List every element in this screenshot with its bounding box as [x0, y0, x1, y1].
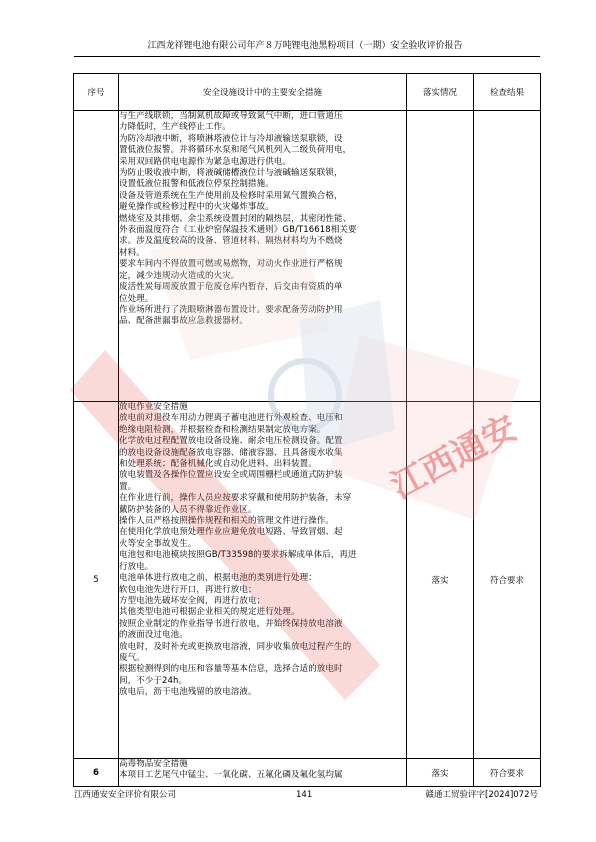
measure-line: 在使用化学放电预处理作业应避免放电短路、导致冒烟、起 — [119, 527, 343, 538]
measure-line: 软包电池先进行开口，再进行放电； — [119, 584, 257, 595]
measure-line: 和处理系统；配备机械化或自动化进料、出料装置。 — [119, 459, 317, 470]
table-row — [74, 111, 541, 402]
row-no-cell: 6 — [74, 759, 119, 787]
measure-line: 设备及管道系统在生产使用前及检修时采用氮气置换合格， — [119, 190, 343, 201]
measure-line: 化学放电过程配置放电设备设施、耐余电压检测设备。配置 — [119, 436, 343, 447]
measure-line: 其他类型电池可根据企业相关的规定进行处理。 — [119, 607, 300, 618]
measure-line: 戴防护装备的人员不得靠近作业区。 — [119, 504, 257, 515]
measure-line: 品、配备泄漏事故应急救援器材。 — [119, 316, 249, 327]
measure-line: 设置低液位报警和低液位停泵控制措施。 — [119, 179, 274, 190]
table-row — [74, 402, 541, 759]
measure-line: 置低液位报警。并将循环水泵和尾气风机列入二级负荷用电， — [119, 145, 352, 156]
measure-line: 按照企业制定的作业指导书进行放电，并始终保持放电溶液 — [119, 618, 343, 629]
watermark-text: 江西通安 — [384, 407, 524, 508]
measures-cell — [119, 759, 407, 787]
measure-line: 火等安全事故发生。 — [119, 538, 197, 549]
table-header-row — [74, 74, 541, 111]
measure-line: 放电作业安全措施 — [119, 402, 188, 412]
measure-line: 求。涉及温度较高的设备、管道材料、隔热材料均为不燃烧 — [119, 236, 343, 247]
measure-line: 材料。 — [119, 247, 145, 258]
footer-company: 江西通安安全评价有限公司 — [74, 790, 177, 800]
col-header-status: 落实情况 — [407, 74, 474, 111]
header-rule — [74, 56, 540, 57]
table-row — [74, 759, 541, 787]
measure-line: 力降低时，生产线停止工作。 — [119, 122, 231, 133]
col-header-result: 检查结果 — [474, 74, 541, 111]
measure-line: 的放电设备设施配备放电容器、储液容器、且具备废水收集 — [119, 447, 343, 458]
status-cell: 落实 — [407, 402, 474, 759]
measures-cell — [119, 111, 407, 402]
measure-line: 在作业进行前，操作人员应按要求穿戴和使用防护装备，未穿 — [119, 493, 352, 504]
status-cell — [407, 111, 474, 402]
result-cell — [474, 111, 541, 402]
measure-line: 定，减少违规动火造成的火灾。 — [119, 270, 240, 281]
measure-line: 外表面温度符合《工业炉窑保温技术通则》GB/T16618相关要 — [119, 225, 357, 236]
measure-line: 要求车间内不得放置可燃或易燃物，对动火作业进行严格规 — [119, 259, 343, 270]
footer-doc-number: 赣通工贸验评字[2024]072号 — [425, 790, 538, 800]
measure-line: 放电时，及时补充或更换放电溶液，同步收集放电过程产生的 — [119, 641, 352, 652]
result-cell: 符合要求 — [474, 402, 541, 759]
measure-line: 采用双回路供电电源作为紧急电源进行供电。 — [119, 156, 292, 167]
row-no-cell: 5 — [74, 402, 119, 759]
measure-line: 间，不少于24h。 — [119, 675, 188, 686]
measure-line: 的液面没过电池。 — [119, 630, 188, 641]
col-header-measures: 安全设施设计中的主要安全措施 — [119, 74, 407, 111]
measure-line: 避免操作或检修过程中的火灾爆炸事故。 — [119, 202, 274, 213]
page-header: 江西龙祥锂电池有限公司年产８万吨锂电池黑粉项目（一期）安全验收评价报告 — [147, 41, 463, 51]
measure-line: 放电装置及各操作位置应设安全或周围栅栏或通道式防护装 — [119, 470, 343, 481]
result-cell: 符合要求 — [474, 759, 541, 787]
measure-line: 与生产线联锁，当制氮机故障或导致氮气中断，进口管道压 — [119, 111, 343, 121]
col-header-no: 序号 — [74, 74, 119, 111]
measure-line: 放电后，沥干电池残留的放电溶液。 — [119, 687, 257, 698]
measure-line: 高毒物品安全措施 — [119, 759, 188, 769]
measure-line: 放电前对退役车用动力锂离子蓄电池进行外观检查、电压和 — [119, 413, 343, 424]
measure-line: 方型电池先破坏安全阀，再进行放电； — [119, 595, 266, 606]
measure-line: 根据检测得到的电压和容量等基本信息，选择合适的放电时 — [119, 664, 343, 675]
measure-line: 置。 — [119, 481, 137, 492]
measure-line: 为防止吸收液中断，将液碱储槽液位计与液碱输送泵联锁， — [119, 168, 343, 179]
status-cell: 落实 — [407, 759, 474, 787]
measures-cell — [119, 402, 407, 759]
measure-line: 为防冷却液中断，将喷淋塔液位计与冷却液输送泵联锁，设 — [119, 133, 343, 144]
footer-page-number: 141 — [296, 790, 313, 800]
measure-line: 行放电。 — [119, 561, 154, 572]
measure-line: 电池包和电池模块按照GB/T33598的要求拆解成单体后，再进 — [119, 550, 357, 561]
measure-line: 废活性炭每周废放置于危废仓库内暂存，后交由有资质的单 — [119, 282, 343, 293]
row-no-cell — [74, 111, 119, 402]
measure-line: 位处理。 — [119, 293, 154, 304]
measure-line: 绝缘电阻检测，并根据检查和检测结果制定放电方案。 — [119, 424, 326, 435]
measure-line: 作业场所进行了洗眼喷淋器布置设计。要求配备劳动防护用 — [119, 304, 343, 315]
measure-line: 废气。 — [119, 652, 145, 663]
measure-line: 燃烧室及其排烟、余尘系统设置封闭的隔热层，其密闭性能、 — [119, 213, 352, 224]
measure-line: 电池单体进行放电之前，根据电池的类别进行处理： — [119, 573, 317, 584]
safety-measures-table — [73, 73, 541, 787]
measure-line: 操作人员严格按照操作规程和相关的管理文件进行操作。 — [119, 516, 335, 527]
measure-line: 本项目工艺尾气中锰尘、一氧化碳、五氟化磷及氟化氢均属 — [119, 770, 343, 781]
